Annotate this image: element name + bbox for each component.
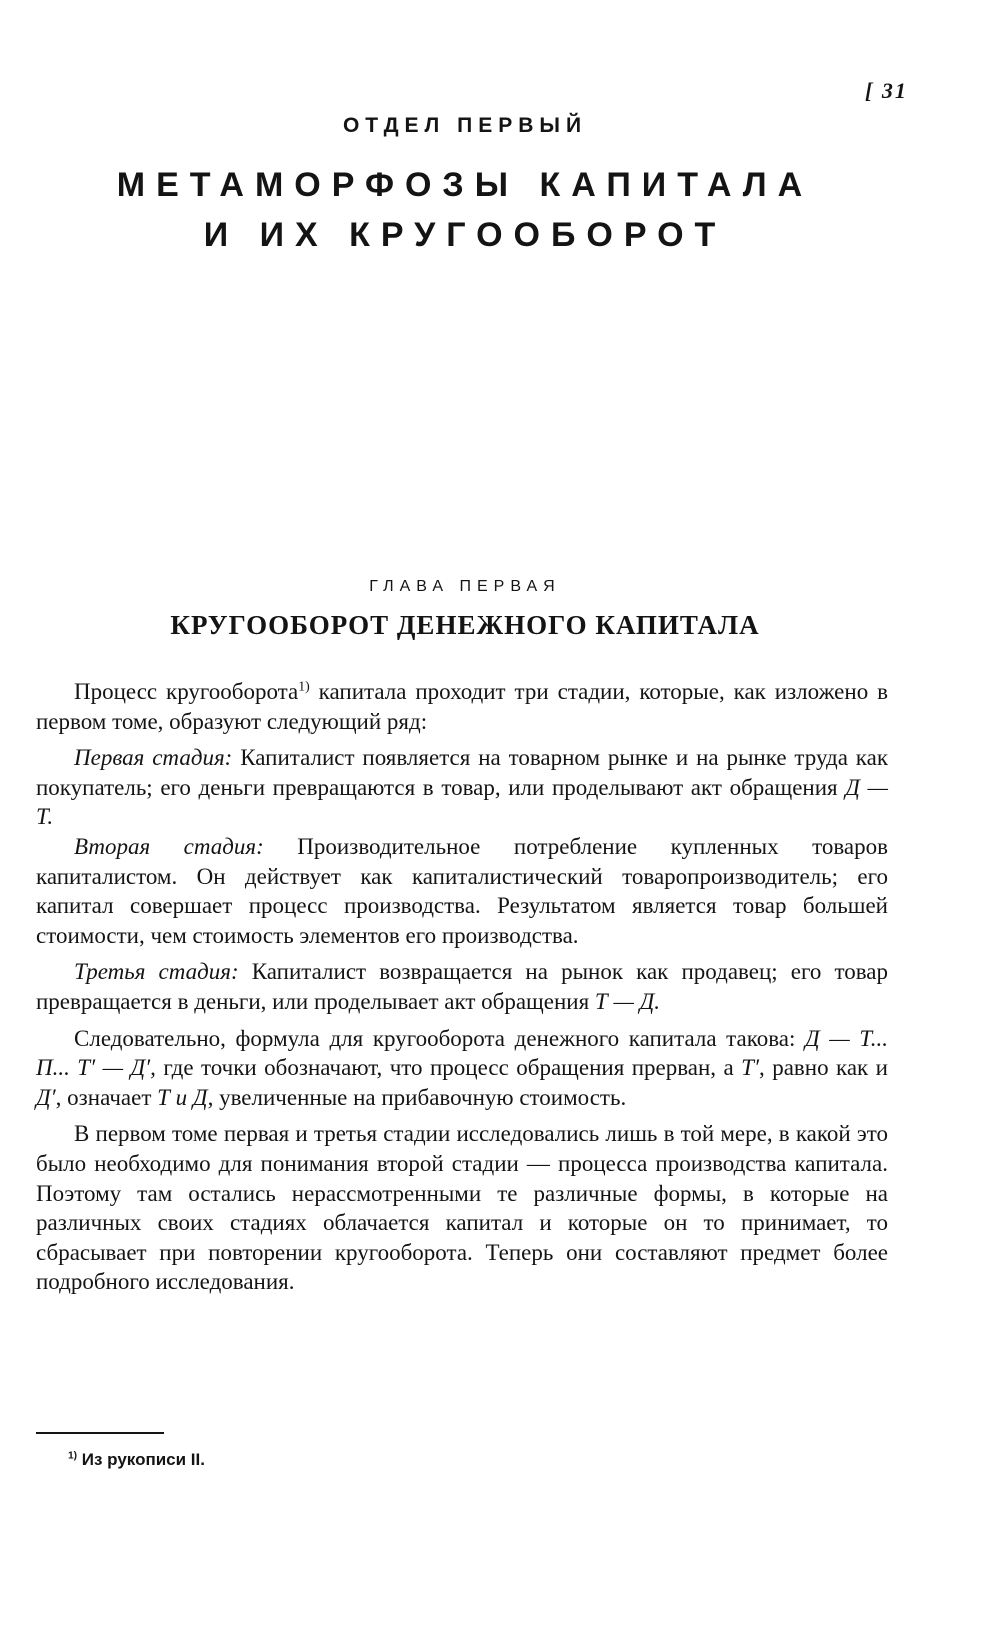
- paragraph-stage-3: Третья стадия: Капиталист возвращается на рынок как продавец; его товар превращается в деньги, или проделывает акт обращения Т — Д.: [36, 959, 888, 1014]
- stage-1-label: Первая стадия:: [74, 745, 233, 771]
- paragraph-first-volume: В первом томе первая и третья стадии исследовались лишь в той мере, в какой это было необходимо для понимания второй стадии — процесса производства капитала. Поэтому там остались нерассмотренными те различные формы, в которые на различных своих стадиях облачается капитал и которые он то принимает, то сбрасывает при повторении кругооборота. Теперь они составляют предмет более подробного исследования.: [36, 1121, 888, 1295]
- formula-d-t: Д — Т.: [36, 774, 888, 830]
- part-title-line-2: И ИХ КРУГООБОРОТ: [203, 216, 727, 254]
- stage-3-label: Третья стадия:: [74, 959, 239, 985]
- chapter-label: ГЛАВА ПЕРВАЯ: [369, 578, 561, 595]
- main-text: [36, 677, 888, 1297]
- footnote: [68, 1450, 205, 1470]
- footnote-text: Из рукописи II.: [77, 1450, 205, 1469]
- paragraph-stage-2: Вторая стадия: Производительное потребление купленных товаров капиталистом. Он действует как капиталистический товаропроизводитель; его капитал совершает процесс производства. Результатом является товар большей стоимости, чем стоимость элементов его производства.: [36, 833, 888, 948]
- paragraph-intro: Процесс кругооборота$^{1)}$ капитала проходит три стадии, которые, как изложено в первом томе, образуют следующий ряд:: [36, 678, 888, 734]
- part-label: ОТДЕЛ ПЕРВЫЙ: [342, 114, 588, 137]
- paragraph-stage-1: Первая стадия: Капиталист появляется на товарном рынке и на рынке труда как покупатель; его деньги превращаются в товар, или проделывают акт обращения Д — Т.: [36, 745, 888, 830]
- stage-2-label: Вторая стадия:: [74, 833, 264, 859]
- footnote-marker: 1): [68, 1450, 78, 1462]
- page-number: [ 31: [865, 78, 908, 103]
- footnote-reference: 1): [298, 678, 310, 694]
- formula-circuit: Д — Т... П... Т′ — Д′,: [36, 1025, 888, 1081]
- part-title: [0, 160, 930, 260]
- paragraph-formula: Следовательно, формула для кругооборота денежного капитала такова: Д — Т... П... Т′ — Д′, где точки обозначают, что процесс обращения прерван, а Т′, равно как и Д′, означает Т и Д, увеличенные на прибавочную стоимость.: [36, 1025, 888, 1110]
- chapter-title: КРУГООБОРОТ ДЕНЕЖНОГО КАПИТАЛА: [170, 610, 760, 640]
- part-title-line-1: МЕТАМОРФОЗЫ КАПИТАЛА: [116, 166, 814, 204]
- footnote-divider: [36, 1432, 164, 1434]
- formula-t-d: Т — Д.: [594, 988, 661, 1014]
